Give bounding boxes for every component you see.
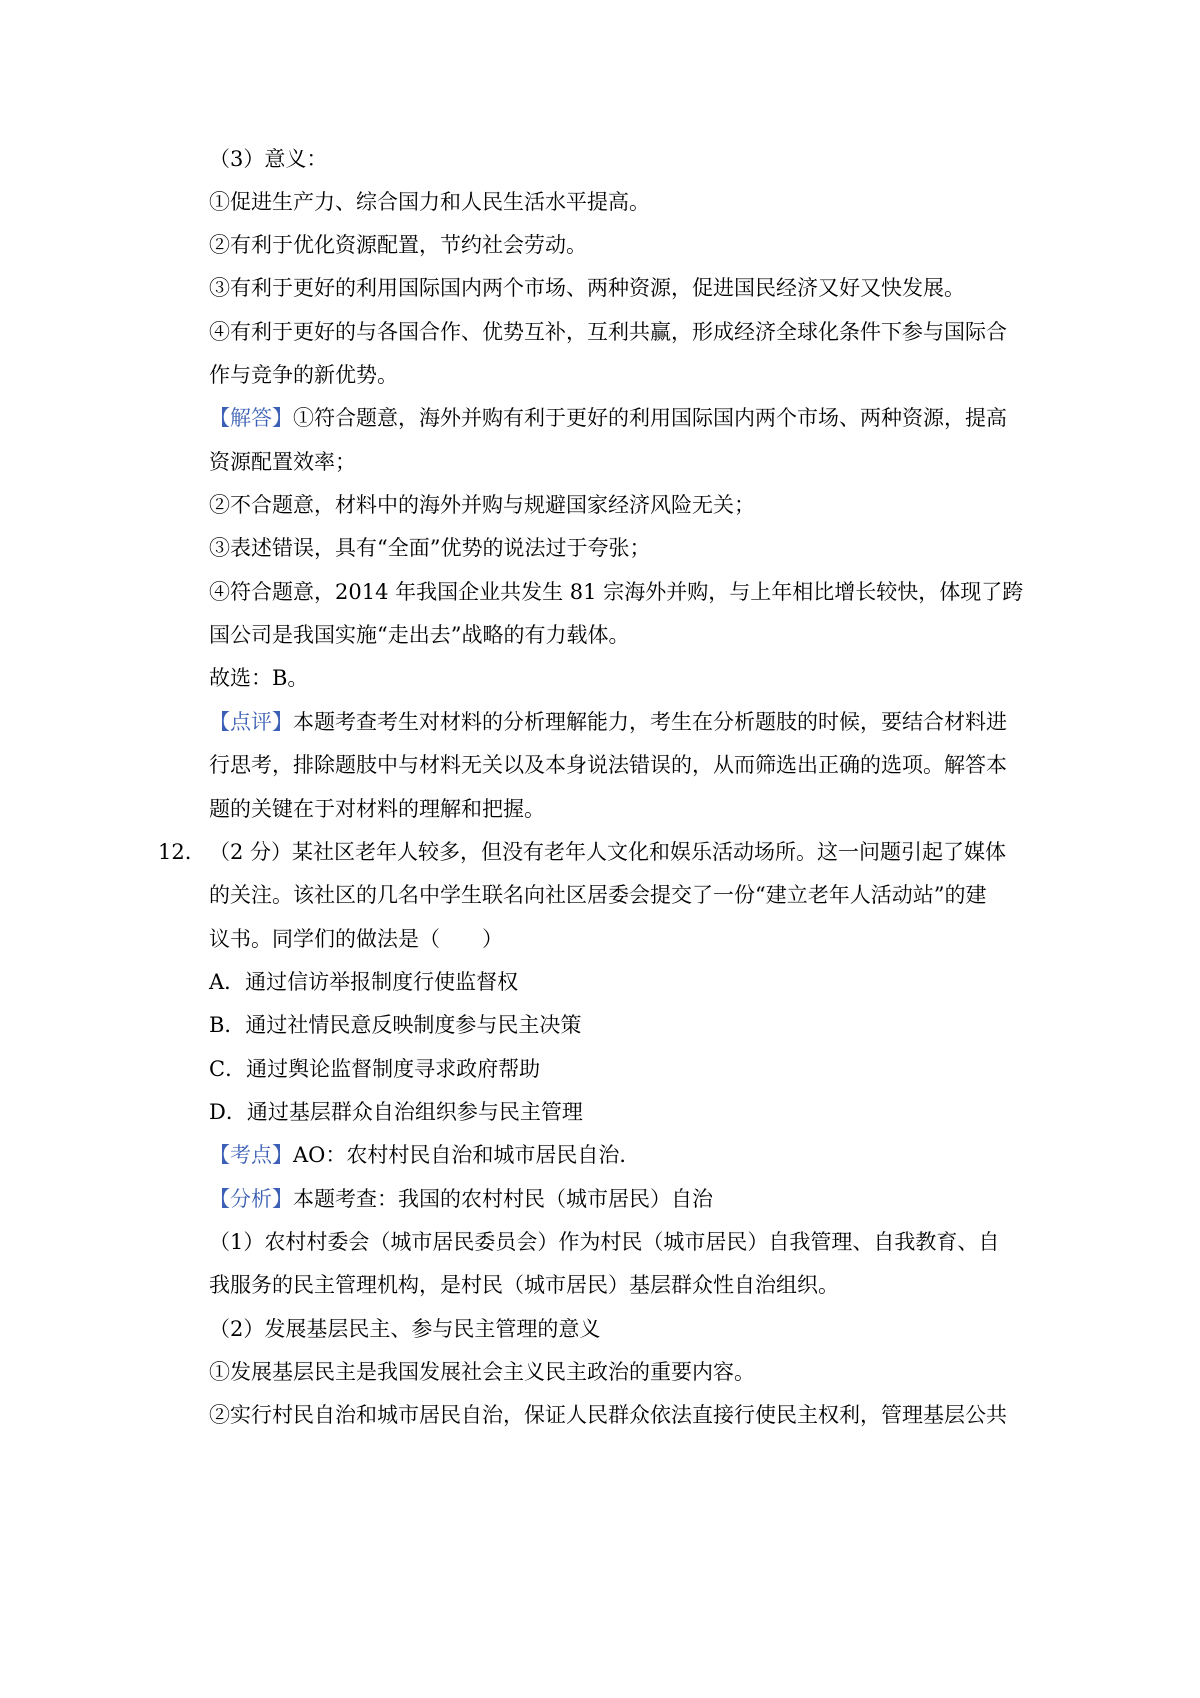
answer-line-4: ③表述错误，具有“全面”优势的说法过于夸张；	[209, 536, 651, 560]
section-heading: （3）意义：	[209, 147, 328, 171]
analysis-line-4: ①发展基层民主是我国发展社会主义民主政治的重要内容。	[209, 1360, 755, 1384]
question-stem-3: 议书。同学们的做法是（ ）	[209, 927, 503, 951]
answer-line-1	[209, 404, 1029, 432]
fenxi-line	[209, 1185, 1029, 1213]
answer-line-2: 资源配置效率；	[209, 450, 356, 474]
analysis-line-5: ②实行村民自治和城市居民自治，保证人民群众依法直接行使民主权利，管理基层公共	[209, 1403, 1007, 1427]
question-number: 12.	[158, 840, 192, 864]
fenxi-text: 本题考查：我国的农村村民（城市居民）自治	[293, 1187, 713, 1211]
review-line-2: 行思考，排除题肢中与材料无关以及本身说法错误的，从而筛选出正确的选项。解答本	[209, 753, 1007, 777]
kaodian-line	[209, 1141, 1029, 1169]
review-tag: 【点评】	[209, 710, 293, 734]
kaodian-tag: 【考点】	[209, 1143, 293, 1167]
answer-line-3: ②不合题意，材料中的海外并购与规避国家经济风险无关；	[209, 493, 755, 517]
meaning-item-4-cont: 作与竞争的新优势。	[209, 363, 398, 387]
question-stem-2: 的关注。该社区的几名中学生联名向社区居委会提交了一份“建立老年人活动站”的建	[209, 883, 987, 907]
answer-tag: 【解答】	[209, 406, 293, 430]
analysis-line-3: （2）发展基层民主、参与民主管理的意义	[209, 1317, 601, 1341]
analysis-line-1: （1）农村村委会（城市居民委员会）作为村民（城市居民）自我管理、自我教育、自	[209, 1230, 1000, 1254]
option-b: B．通过社情民意反映制度参与民主决策	[209, 1013, 582, 1037]
answer-text: ①符合题意，海外并购有利于更好的利用国际国内两个市场、两种资源，提高	[293, 406, 1007, 430]
answer-choice: 故选：B。	[209, 666, 309, 690]
review-line-1	[209, 708, 1029, 736]
answer-line-6: 国公司是我国实施“走出去”战略的有力载体。	[209, 623, 630, 647]
meaning-item-2: ②有利于优化资源配置，节约社会劳动。	[209, 233, 587, 257]
answer-line-5: ④符合题意，2014 年我国企业共发生 81 宗海外并购，与上年相比增长较快，体现了跨	[209, 580, 1024, 604]
meaning-item-3: ③有利于更好的利用国际国内两个市场、两种资源，促进国民经济又好又快发展。	[209, 276, 965, 300]
question-stem-1: （2 分）某社区老年人较多，但没有老年人文化和娱乐活动场所。这一问题引起了媒体	[209, 840, 1007, 864]
option-a: A．通过信访举报制度行使监督权	[209, 970, 519, 994]
meaning-item-4: ④有利于更好的与各国合作、优势互补，互利共赢，形成经济全球化条件下参与国际合	[209, 320, 1007, 344]
analysis-line-2: 我服务的民主管理机构，是村民（城市居民）基层群众性自治组织。	[209, 1273, 839, 1297]
option-c: C．通过舆论监督制度寻求政府帮助	[209, 1057, 541, 1081]
option-d: D．通过基层群众自治组织参与民主管理	[209, 1100, 583, 1124]
kaodian-text: AO：农村村民自治和城市居民自治．	[293, 1143, 641, 1167]
fenxi-tag: 【分析】	[209, 1187, 293, 1211]
review-text: 本题考查考生对材料的分析理解能力，考生在分析题肢的时候，要结合材料进	[293, 710, 1007, 734]
meaning-item-1: ①促进生产力、综合国力和人民生活水平提高。	[209, 190, 650, 214]
review-line-3: 题的关键在于对材料的理解和把握。	[209, 797, 545, 821]
